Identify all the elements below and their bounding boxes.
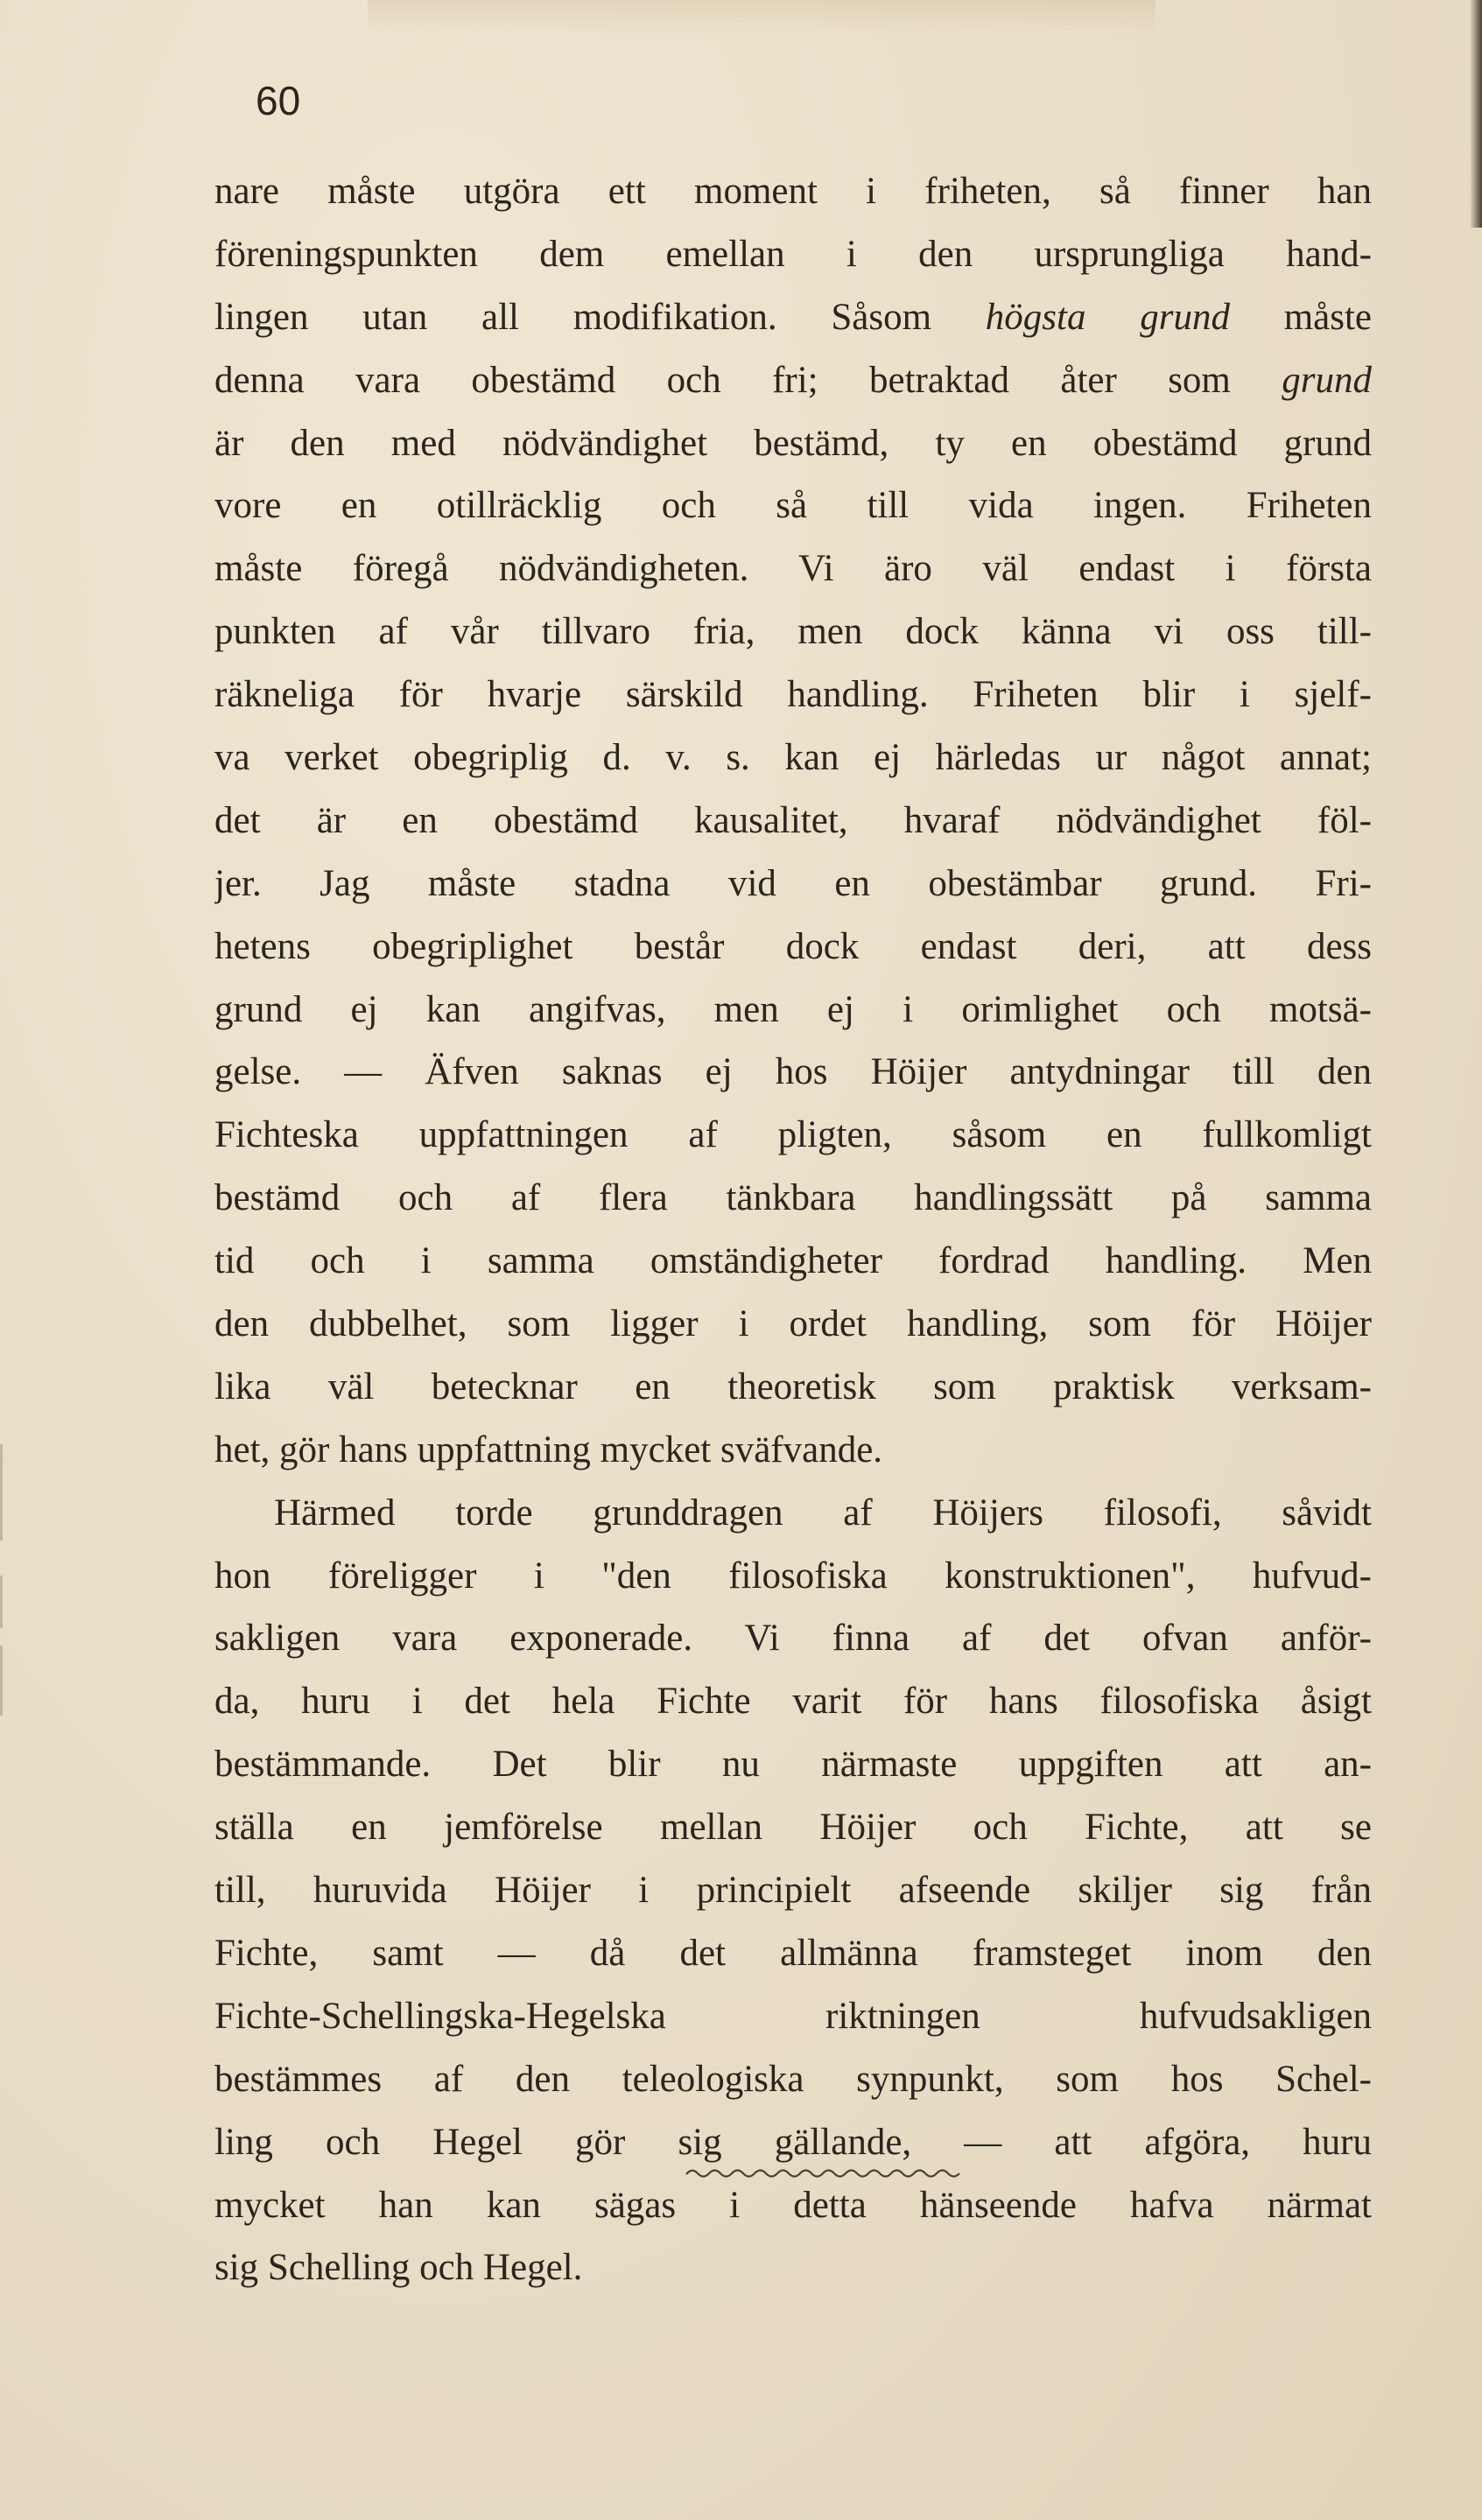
text-line: [214, 1796, 1372, 1859]
text-line-segment: Härmed torde grunddragen af Höijers filosofi, såvidt: [274, 1492, 1372, 1534]
text-line-segment: Fichte-Schellingska-Hegelska riktningen hufvudsakligen: [214, 1995, 1372, 2037]
text-line: [214, 727, 1372, 790]
text-line: [214, 853, 1372, 916]
text-line-segment: sig Schelling och Hegel.: [214, 2247, 583, 2289]
margin-mark: [0, 1444, 18, 1541]
text-line: [214, 349, 1372, 412]
text-line: [214, 1545, 1372, 1608]
margin-mark: [0, 1576, 18, 1628]
text-line-segment: punkten af vår tillvaro fria, men dock känna vi oss till-: [214, 611, 1372, 653]
text-line-segment: lingen utan all modifikation. Såsom: [214, 296, 986, 338]
text-line-segment: hetens obegriplighet består dock endast deri, att dess: [214, 925, 1372, 967]
text-line-segment: vore en otillräcklig och så till vida ingen. Friheten: [214, 485, 1372, 527]
page-number: 60: [256, 78, 301, 123]
text-line: [214, 1041, 1372, 1104]
text-line-segment: lika väl betecknar en theoretisk som praktisk verksam-: [214, 1365, 1372, 1407]
wavy-rule-ornament-icon: [683, 2162, 963, 2183]
text-line-segment: är den med nödvändighet bestämd, ty en obestämd grund: [214, 422, 1372, 464]
text-line: [214, 1985, 1372, 2048]
text-line-segment: mycket han kan sägas i detta hänseende hafva närmat: [214, 2184, 1372, 2226]
text-line: [214, 1859, 1372, 1922]
text-line: [214, 916, 1372, 979]
emphasized-phrase: grund: [1282, 359, 1372, 401]
text-line-segment: bestämd och af flera tänkbara handlingssätt på samma: [214, 1177, 1372, 1219]
text-line-segment: till, huruvida Höijer i principielt afseende skiljer sig från: [214, 1870, 1372, 1912]
text-line: [214, 223, 1372, 286]
text-line: [214, 1670, 1372, 1733]
text-line-segment: denna vara obestämd och fri; betraktad åter som: [214, 359, 1282, 401]
text-line: [214, 1419, 1372, 1482]
text-line-segment: Fichte, samt — då det allmänna framsteget inom den: [214, 1932, 1372, 1974]
text-line: [214, 600, 1372, 663]
text-line: [214, 1922, 1372, 1985]
text-line: [214, 537, 1372, 600]
text-line-segment: tid och i samma omständigheter fordrad handling. Men: [214, 1240, 1372, 1282]
text-line-segment: räkneliga för hvarje särskild handling. Friheten blir i sjelf-: [214, 674, 1372, 716]
text-line-segment: ställa en jemförelse mellan Höijer och Fichte, att se: [214, 1807, 1372, 1849]
text-line: [214, 412, 1372, 475]
text-line-segment: föreningspunkten dem emellan i den ursprungliga hand-: [214, 233, 1372, 275]
text-line-segment: da, huru i det hela Fichte varit för hans filosofiska åsigt: [214, 1681, 1372, 1723]
text-line-segment: Fichteska uppfattningen af pligten, såsom en fullkomligt: [214, 1114, 1372, 1156]
text-line: [214, 979, 1372, 1042]
page-edge-shadow: [1470, 0, 1482, 228]
text-line: [214, 2174, 1372, 2237]
text-line-segment: het, gör hans uppfattning mycket sväfvande.: [214, 1428, 883, 1471]
text-line-segment: nare måste utgöra ett moment i friheten, så finner han: [214, 171, 1372, 212]
text-line: [214, 1230, 1372, 1293]
text-line: [214, 790, 1372, 853]
text-line-segment: måste föregå nödvändigheten. Vi äro väl endast i första: [214, 548, 1372, 590]
margin-mark: [0, 1646, 18, 1716]
text-line: [214, 160, 1372, 223]
text-line-segment: bestämmes af den teleologiska synpunkt, som hos Schel-: [214, 2058, 1372, 2100]
text-line-segment: gelse. — Äfven saknas ej hos Höijer antydningar till den: [214, 1051, 1372, 1093]
text-line: [214, 2048, 1372, 2111]
text-line-segment: ling och Hegel gör sig gällande, — att afgöra, huru: [214, 2121, 1372, 2163]
text-line-segment: det är en obestämd kausalitet, hvaraf nödvändighet föl-: [214, 799, 1372, 841]
text-line-segment: hon föreligger i "den filosofiska konstruktionen", hufvud-: [214, 1555, 1372, 1597]
text-line: [214, 286, 1372, 349]
text-line: [214, 663, 1372, 727]
text-line-segment: grund ej kan angifvas, men ej i orimlighet och motsä-: [214, 988, 1372, 1030]
text-line: [214, 1293, 1372, 1356]
text-line: [214, 2236, 1372, 2299]
text-line: [214, 1733, 1372, 1796]
text-line: [214, 1167, 1372, 1230]
text-line-segment: jer. Jag måste stadna vid en obestämbar grund. Fri-: [214, 862, 1372, 904]
text-line-segment: va verket obegriplig d. v. s. kan ej härledas ur något annat;: [214, 737, 1372, 779]
text-line: [214, 1356, 1372, 1419]
text-line: [214, 1607, 1372, 1670]
text-line: [214, 474, 1372, 537]
text-line: [214, 1104, 1372, 1167]
emphasized-phrase: högsta grund: [985, 296, 1230, 338]
text-line: [214, 1482, 1372, 1545]
text-line-segment: bestämmande. Det blir nu närmaste uppgiften att an-: [214, 1744, 1372, 1786]
text-line-segment: måste: [1229, 296, 1372, 338]
paper-stain: [368, 0, 1155, 35]
text-line-segment: den dubbelhet, som ligger i ordet handling, som för Höijer: [214, 1303, 1372, 1345]
text-line-segment: sakligen vara exponerade. Vi finna af det ofvan anför-: [214, 1618, 1372, 1660]
body-text: [214, 160, 1372, 2299]
